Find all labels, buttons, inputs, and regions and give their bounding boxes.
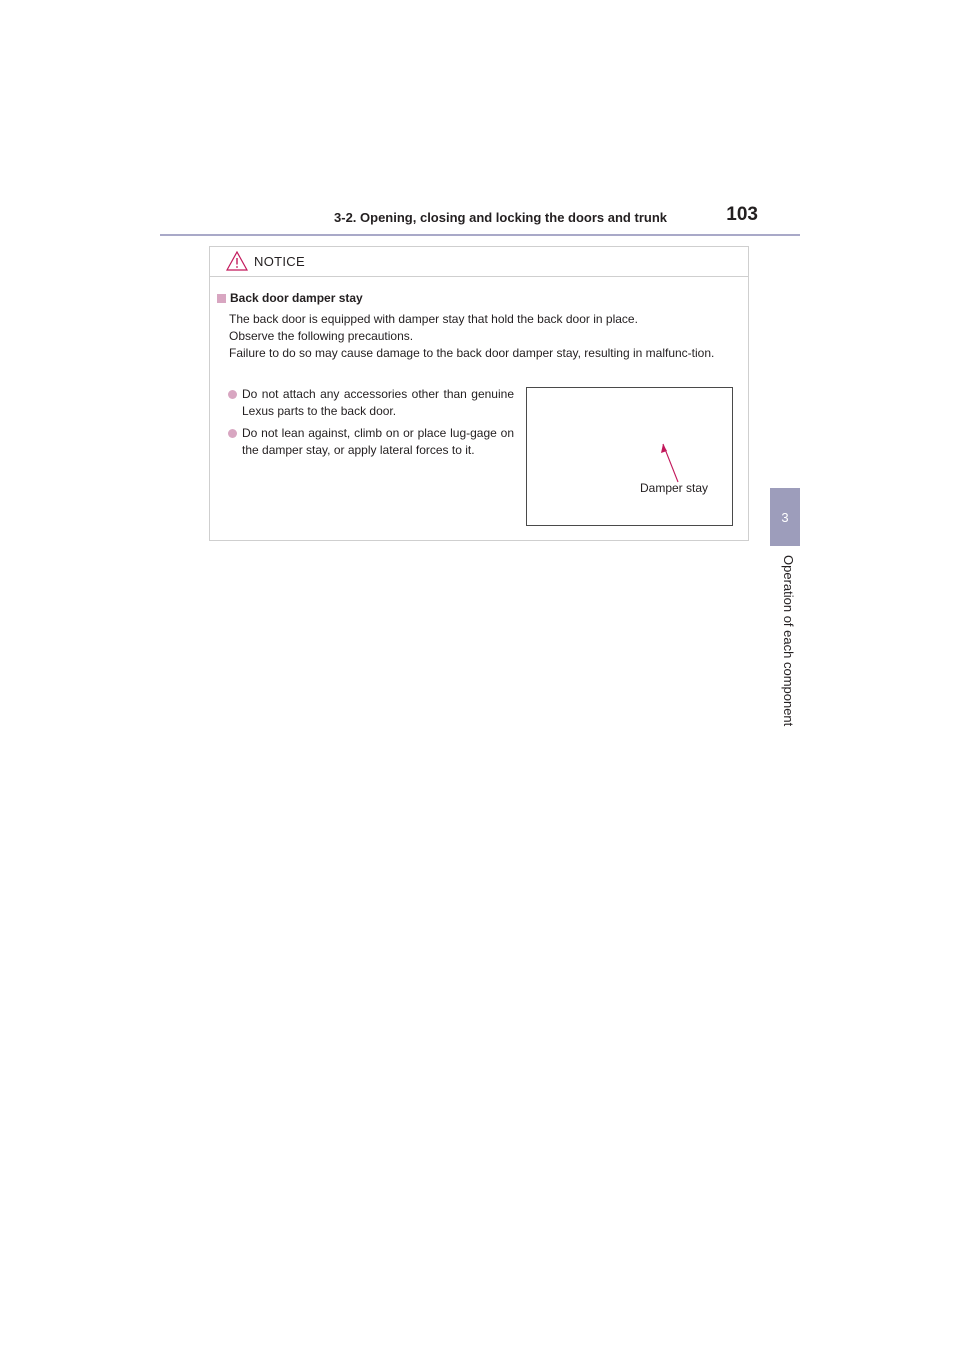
list-item [228, 425, 514, 459]
round-bullet-icon [228, 390, 237, 399]
section-heading-text: Back door damper stay [230, 291, 363, 305]
page-header [160, 204, 800, 234]
list-item-text: Do not attach any accessories other than genuine Lexus parts to the back door. [242, 387, 514, 418]
list-item [228, 386, 514, 420]
page-number: 103 [726, 204, 758, 225]
body-line: The back door is equipped with damper stay that hold the back door in place. [229, 312, 638, 326]
body-line: Failure to do so may cause damage to the back door damper stay, resulting in malfunc-tion. [229, 346, 715, 360]
round-bullet-icon [228, 429, 237, 438]
chapter-tab [770, 488, 800, 546]
chapter-title: Operation of each component [781, 555, 796, 727]
figure-callout: Damper stay [640, 481, 709, 495]
header-rule [160, 234, 800, 236]
body-line: Observe the following precautions. [229, 329, 414, 343]
chapter-number: 3 [781, 509, 789, 525]
list-item-text: Do not lean against, climb on or place lug-gage on the damper stay, or apply lateral forces to it. [242, 426, 514, 457]
warning-triangle-icon [226, 251, 248, 271]
precaution-list [228, 386, 514, 464]
callout-arrow-icon [527, 388, 732, 525]
notice-title: NOTICE [254, 254, 305, 269]
square-bullet-icon [217, 294, 226, 303]
section-title: 3-2. Opening, closing and locking the doors and trunk [334, 210, 667, 225]
notice-box [209, 246, 749, 541]
section-heading [217, 291, 363, 305]
damper-stay-illustration [526, 387, 733, 526]
notice-header [210, 247, 748, 277]
section-body [229, 311, 743, 362]
